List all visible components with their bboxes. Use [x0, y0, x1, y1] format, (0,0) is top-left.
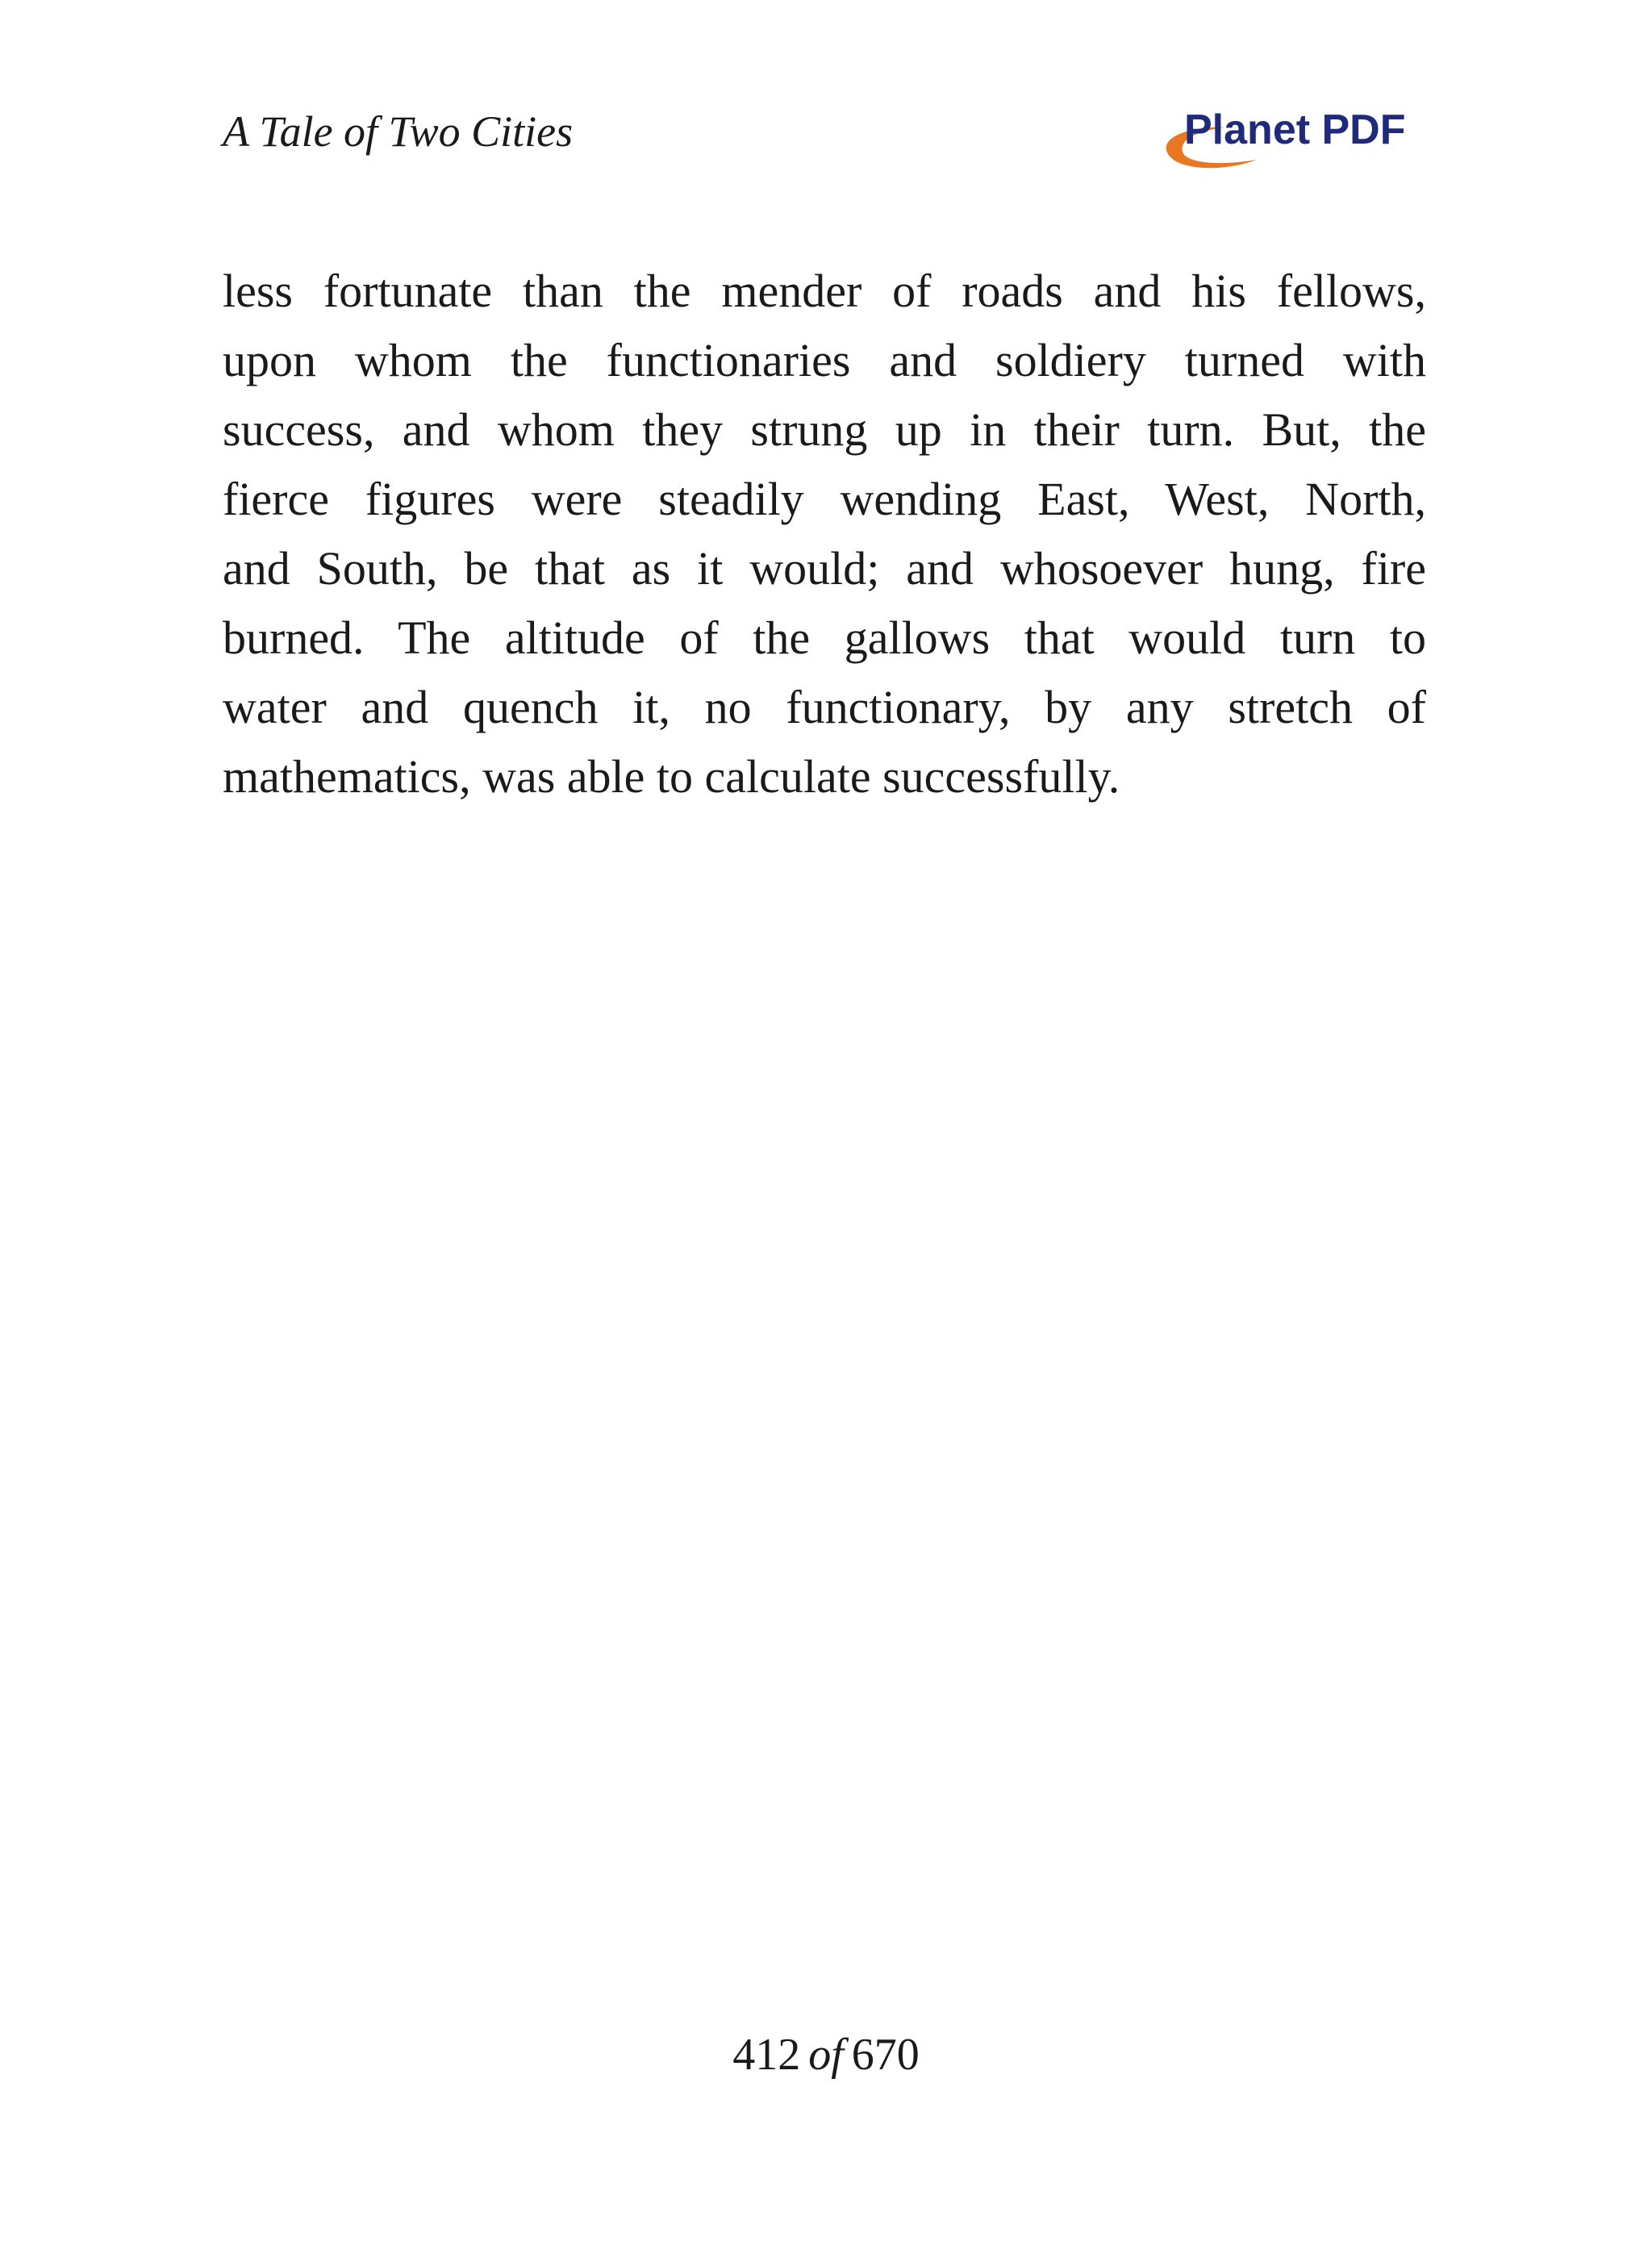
text-line: mathematics, was able to calculate successfully. — [223, 750, 1120, 803]
text-line: success, and whom they strung up in their turn. But, the — [223, 403, 1426, 456]
text-line: water and quench it, no functionary, by any stretch of — [223, 681, 1426, 733]
logo-text: Planet PDF — [1184, 106, 1406, 153]
text-line: fierce figures were steadily wending East, West, North, — [223, 473, 1426, 525]
page-number: 412 — [732, 2030, 801, 2080]
text-line: less fortunate than the mender of roads and his fellows, — [223, 265, 1426, 317]
page-footer — [0, 2027, 1652, 2083]
page-of-label: of — [808, 2030, 844, 2080]
total-pages: 670 — [851, 2030, 920, 2080]
body-paragraph — [223, 257, 1426, 812]
planet-pdf-logo — [1162, 103, 1428, 168]
running-header-title: A Tale of Two Cities — [223, 107, 574, 156]
text-line: burned. The altitude of the gallows that would turn to — [223, 612, 1426, 664]
text-line: upon whom the functionaries and soldiery turned with — [223, 334, 1426, 386]
text-line: and South, be that as it would; and whosoever hung, fire — [223, 542, 1426, 595]
